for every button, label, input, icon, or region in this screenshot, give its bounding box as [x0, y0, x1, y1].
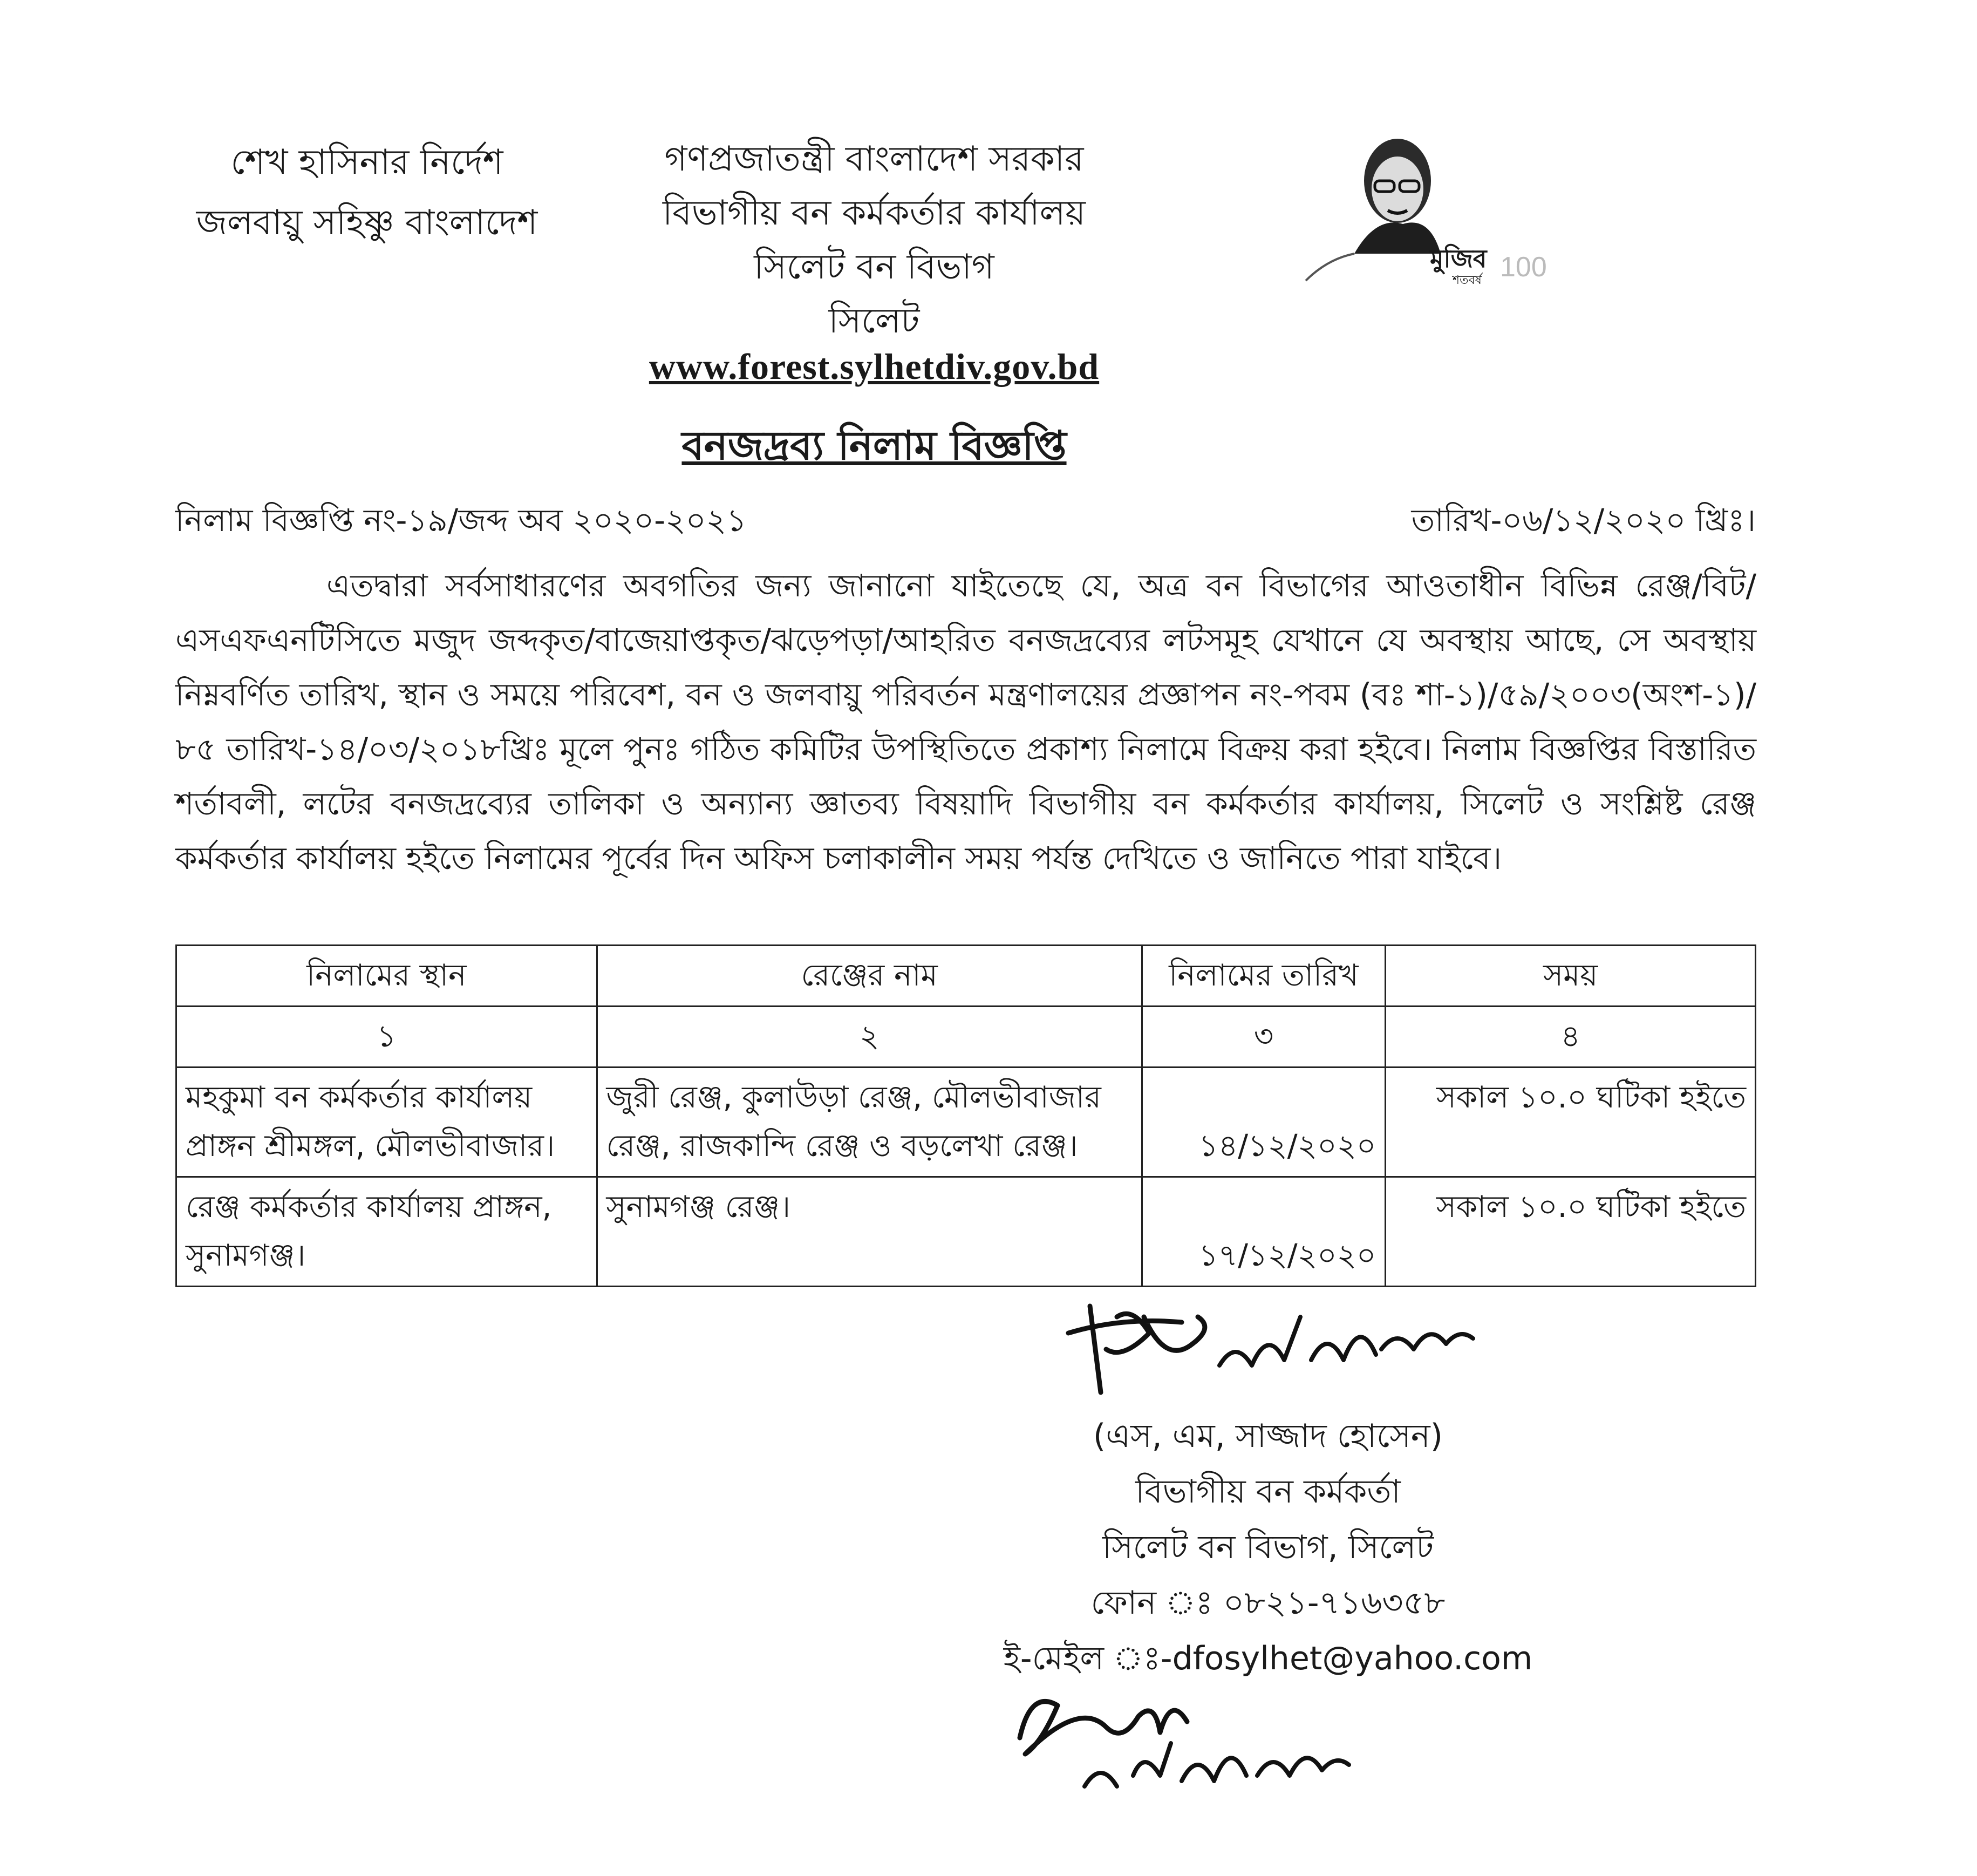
- signatory-phone: ফোন ঃ ০৮২১-৭১৬৩৫৮: [1090, 1584, 1446, 1622]
- auction-date: ১৭/১২/২০২০: [1142, 1177, 1386, 1287]
- handwritten-signature: [1058, 1284, 1478, 1409]
- table-number-row: [176, 1007, 1756, 1068]
- signatory-office: সিলেট বন বিভাগ, সিলেট: [1102, 1528, 1434, 1566]
- auction-place: মহকুমা বন কর্মকর্তার কার্যালয় প্রাঙ্গন শ্রীমঙ্গল, মৌলভীবাজার।: [176, 1068, 597, 1177]
- header-office: [604, 132, 1144, 348]
- auction-time: সকাল ১০.০ ঘটিকা হইতে: [1386, 1177, 1756, 1287]
- signatory-email[interactable]: ই-মেইল ঃ-dfosylhet@yahoo.com: [1003, 1640, 1533, 1677]
- auction-time: সকাল ১০.০ ঘটিকা হইতে: [1386, 1068, 1756, 1177]
- signatory-block: [917, 1409, 1619, 1687]
- office-name: বিভাগীয় বন কর্মকর্তার কার্যালয়: [662, 193, 1086, 233]
- column-number: ৩: [1142, 1007, 1386, 1068]
- logo-subtext: শতবর্ষ: [1453, 274, 1482, 287]
- website-url[interactable]: www.forest.sylhetdiv.gov.bd: [649, 346, 1100, 387]
- header-date: নিলামের তারিখ: [1142, 946, 1386, 1007]
- column-number: ৪: [1386, 1007, 1756, 1068]
- auction-date: ১৪/১২/২০২০: [1142, 1068, 1386, 1177]
- notice-number: নিলাম বিজ্ঞপ্তি নং-১৯/জব্দ অব ২০২০-২০২১: [175, 502, 747, 539]
- range-names: জুরী রেঞ্জ, কুলাউড়া রেঞ্জ, মৌলভীবাজার রেঞ্জ, রাজকান্দি রেঞ্জ ও বড়লেখা রেঞ্জ।: [597, 1068, 1142, 1177]
- slogan-line-2: জলবায়ু সহিষ্ণু বাংলাদেশ: [196, 203, 538, 243]
- auction-schedule-table: [175, 944, 1756, 1287]
- column-number: ১: [176, 1007, 597, 1068]
- header-range: রেঞ্জের নাম: [597, 946, 1142, 1007]
- auction-place: রেঞ্জ কর্মকর্তার কার্যালয় প্রাঙ্গন, সুনামগঞ্জ।: [176, 1177, 597, 1287]
- logo-text: মুজিব: [1430, 244, 1487, 273]
- notice-title: বনজদ্রব্য নিলাম বিজ্ঞপ্তি: [681, 423, 1067, 469]
- mujib-borsho-logo: [1295, 130, 1554, 291]
- notice-date: তারিখ-০৬/১২/২০২০ খ্রিঃ।: [1411, 502, 1756, 539]
- signatory-designation: বিভাগীয় বন কর্মকর্তা: [1135, 1473, 1401, 1511]
- header-time: সময়: [1386, 946, 1756, 1007]
- table-header-row: [176, 946, 1756, 1007]
- header-slogan: [162, 132, 572, 253]
- range-names: সুনামগঞ্জ রেঞ্জ।: [597, 1177, 1142, 1287]
- handwritten-initials: [998, 1668, 1365, 1808]
- slogan-line-1: শেখ হাসিনার নির্দেশ: [230, 142, 503, 182]
- column-number: ২: [597, 1007, 1142, 1068]
- signatory-name: (এস, এম, সাজ্জাদ হোসেন): [1093, 1417, 1443, 1455]
- table-row: [176, 1177, 1756, 1287]
- government-name: গণপ্রজাতন্ত্রী বাংলাদেশ সরকার: [664, 139, 1084, 179]
- logo-number: 100: [1500, 252, 1547, 283]
- division-name: সিলেট বন বিভাগ: [754, 247, 994, 287]
- table-row: [176, 1068, 1756, 1177]
- header-place: নিলামের স্থান: [176, 946, 597, 1007]
- notice-body: এতদ্বারা সর্বসাধারণের অবগতির জন্য জানানো যাইতেছে যে, অত্র বন বিভাগের আওতাধীন বিভিন্ন রেঞ্জ/বিট/এসএফএনটিসিতে মজুদ জব্দকৃত/বাজেয়াপ্তকৃত/ঝড়েপড়া/আহরিত বনজদ্রব্যের লটসমূহ যেখানে যে অবস্থায় আছে, সে অবস্থায় নিম্নবর্ণিত তারিখ, স্থান ও সময়ে পরিবেশ, বন ও জলবায়ু পরিবর্তন মন্ত্রণালয়ের প্রজ্ঞাপন নং-পবম (বঃ শা-১)/৫৯/২০০৩(অংশ-১)/৮৫ তারিখ-১৪/০৩/২০১৮খ্রিঃ মূলে পুনঃ গঠিত কমিটির উপস্থিতিতে প্রকাশ্য নিলামে বিক্রয় করা হইবে। নিলাম বিজ্ঞপ্তির বিস্তারিত শর্তাবলী, লটের বনজদ্রব্যের তালিকা ও অন্যান্য জ্ঞাতব্য বিষয়াদি বিভাগীয় বন কর্মকর্তার কার্যালয়, সিলেট ও সংশ্লিষ্ট রেঞ্জ কর্মকর্তার কার্যালয় হইতে নিলামের পূর্বের দিন অফিস চলাকালীন সময় পর্যন্ত দেখিতে ও জানিতে পারা যাইবে।: [175, 567, 1756, 876]
- city-name: সিলেট: [828, 301, 920, 341]
